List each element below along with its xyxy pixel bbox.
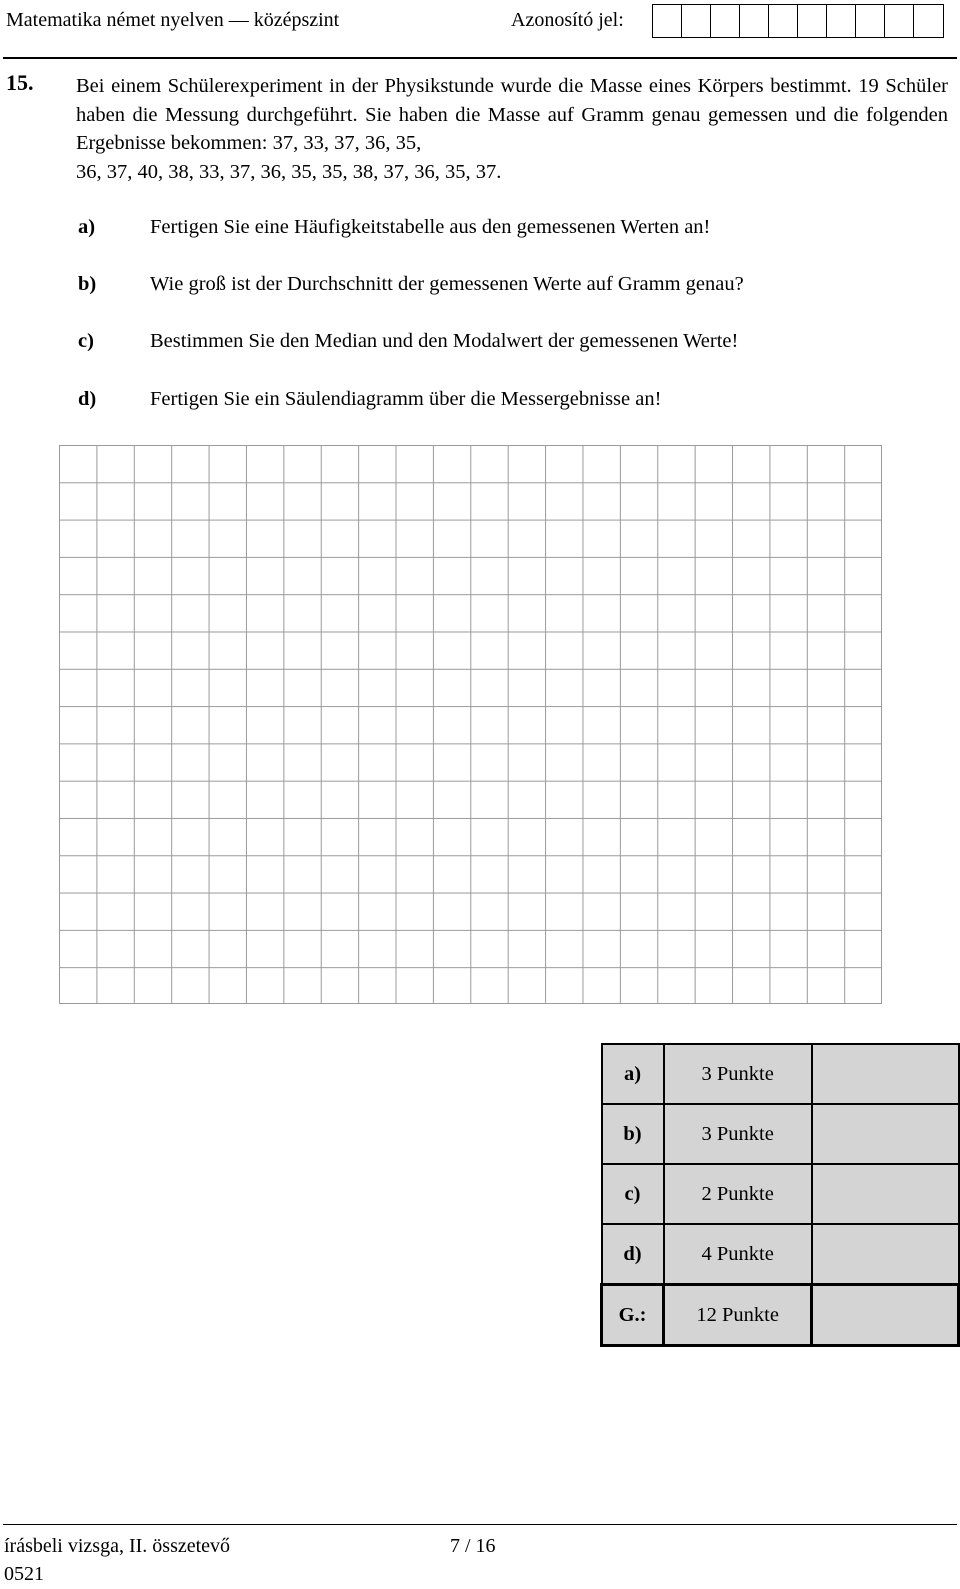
id-box[interactable] — [885, 5, 914, 37]
id-box[interactable] — [740, 5, 769, 37]
subquestion-text: Bestimmen Sie den Median und den Modalwert der gemessenen Werte! — [150, 330, 739, 352]
score-label: b) — [602, 1104, 664, 1164]
id-box[interactable] — [682, 5, 711, 37]
score-row — [602, 1104, 959, 1164]
id-box[interactable] — [856, 5, 885, 37]
score-blank-cell — [812, 1285, 959, 1346]
subquestion-label: b) — [78, 273, 97, 295]
footer-exam: írásbeli vizsga, II. összetevő — [4, 1535, 231, 1557]
score-row — [602, 1164, 959, 1224]
score-label: a) — [602, 1044, 664, 1104]
problem-text-main: Bei einem Schülerexperiment in der Physikstunde wurde die Masse eines Körpers bestimmt. 19 Schüler haben die Messung durchgeführt. Sie haben die Masse auf Gramm genau gemessen und die folgenden Ergebnisse bekommen: 37, 33, 37, 36, 35, — [76, 75, 948, 154]
header-title: Matematika német nyelven — középszint — [6, 9, 340, 31]
score-blank-cell — [812, 1104, 959, 1164]
score-label: G.: — [602, 1285, 664, 1346]
subquestion-label: d) — [78, 388, 97, 410]
score-total-row — [602, 1285, 959, 1346]
subquestion-label: c) — [78, 330, 94, 352]
page-number: 7 / 16 — [450, 1535, 496, 1557]
score-blank-cell — [812, 1224, 959, 1285]
score-table — [600, 1043, 960, 1347]
subquestion-text: Fertigen Sie ein Säulendiagramm über die Messergebnisse an! — [150, 388, 662, 410]
problem-text-values: 36, 37, 40, 38, 33, 37, 36, 35, 35, 38, 37, 36, 35, 37. — [76, 160, 502, 183]
score-row — [602, 1044, 959, 1104]
id-box[interactable] — [711, 5, 740, 37]
id-label: Azonosító jel: — [511, 9, 624, 31]
score-points: 2 Punkte — [664, 1164, 812, 1224]
subquestion-label: a) — [78, 216, 96, 238]
subquestion-text: Fertigen Sie eine Häufigkeitstabelle aus den gemessenen Werten an! — [150, 216, 711, 238]
score-blank-cell — [812, 1044, 959, 1104]
id-box[interactable] — [827, 5, 856, 37]
footer-code: 0521 — [4, 1563, 44, 1585]
answer-grid[interactable] — [59, 445, 882, 1004]
score-label: c) — [602, 1164, 664, 1224]
task-number: 15. — [6, 70, 34, 95]
score-points: 3 Punkte — [664, 1044, 812, 1104]
id-box[interactable] — [798, 5, 827, 37]
header-divider — [3, 57, 957, 59]
score-points: 4 Punkte — [664, 1224, 812, 1285]
score-row — [602, 1224, 959, 1285]
footer-divider — [3, 1524, 957, 1525]
id-box[interactable] — [769, 5, 798, 37]
score-points: 3 Punkte — [664, 1104, 812, 1164]
id-input-boxes[interactable] — [652, 4, 944, 38]
score-label: d) — [602, 1224, 664, 1285]
score-points: 12 Punkte — [664, 1285, 812, 1346]
id-box[interactable] — [653, 5, 682, 37]
subquestion-text: Wie groß ist der Durchschnitt der gemessenen Werte auf Gramm genau? — [150, 273, 744, 295]
id-box[interactable] — [914, 5, 943, 37]
problem-text — [76, 72, 948, 186]
score-blank-cell — [812, 1164, 959, 1224]
